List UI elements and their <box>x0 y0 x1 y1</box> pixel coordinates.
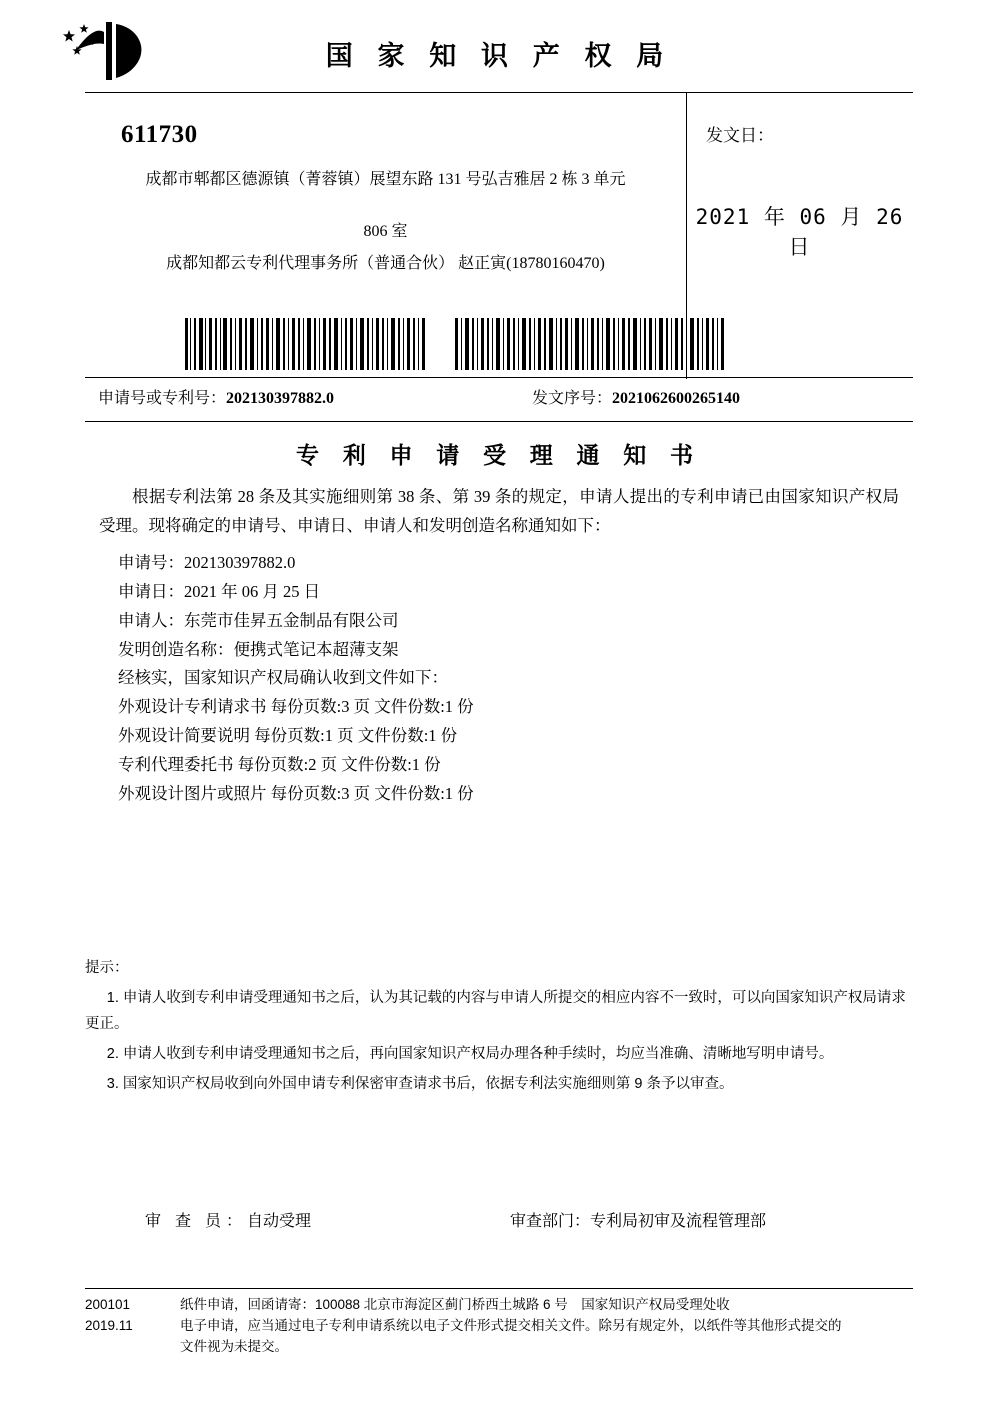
field-label-application-date: 申请日： <box>118 582 184 601</box>
recipient-address-line2-text: 806 室 <box>363 223 408 240</box>
department-label: 审查部门： <box>510 1213 591 1230</box>
footer-version-date: 2019.11 <box>85 1318 133 1333</box>
notes-title: 提示： <box>85 960 129 976</box>
footer-line-1: 纸件申请，回函请寄：100088 北京市海淀区蓟门桥西土城路 6 号 国家知识产权局受理处收 <box>180 1297 730 1312</box>
note-item-1: 1. 申请人收到专利申请受理通知书之后，认为其记载的内容与申请人所提交的相应内容不一致时，可以向国家知识产权局请求更正。 <box>85 990 906 1032</box>
field-value-application-date: 2021 年 06 月 25 日 <box>184 582 321 601</box>
examiner-block <box>145 1208 311 1231</box>
field-value-application-number: 202130397882.0 <box>184 553 296 572</box>
signature-row <box>85 1208 913 1236</box>
footer-form-code: 200101 <box>85 1297 131 1312</box>
body-paragraph <box>99 482 899 540</box>
application-number-value: 202130397882.0 <box>226 390 335 407</box>
field-row <box>118 548 878 577</box>
divider-under-application-row <box>85 421 913 422</box>
dispatch-serial-label: 发文序号： <box>532 390 613 407</box>
organization-title: 国 家 知 识 产 权 局 <box>325 41 673 71</box>
barcode-dispatch-number <box>455 318 727 370</box>
page-title: 专 利 申 请 受 理 通 知 书 <box>296 443 702 468</box>
received-documents <box>118 663 878 808</box>
field-label-applicant: 申请人： <box>118 611 184 630</box>
received-document-item: 外观设计专利请求书 每份页数:3 页 文件份数:1 份 <box>118 697 474 716</box>
application-fields <box>118 548 878 664</box>
field-label-application-number: 申请号： <box>118 553 184 572</box>
application-number <box>98 385 334 408</box>
barcode-application-number <box>185 318 430 370</box>
department-value: 专利局初审及流程管理部 <box>590 1213 767 1230</box>
dispatch-date-value: 2021 年 06 月 26 日 <box>695 205 904 259</box>
examiner-value: 自动受理 <box>247 1213 312 1230</box>
footer-codes <box>85 1294 180 1336</box>
footer-body <box>180 1294 970 1357</box>
dispatch-serial-value: 2021062600265140 <box>612 390 741 407</box>
footer-line-3: 文件视为未提交。 <box>180 1339 288 1354</box>
received-document-item: 外观设计简要说明 每份页数:1 页 文件份数:1 份 <box>118 726 458 745</box>
department-block <box>510 1208 766 1231</box>
field-row <box>118 577 878 606</box>
field-row <box>118 606 878 635</box>
recipient-address-line1: 成都市郫都区德源镇（菁蓉镇）展望东路 131 号弘吉雅居 2 栋 3 单元 <box>145 171 626 188</box>
note-item-3: 3. 国家知识产权局收到向外国申请专利保密审查请求书后，依据专利法实施细则第 9 条予以审查。 <box>106 1076 734 1092</box>
footer-line-2: 电子申请，应当通过电子专利申请系统以电子文件形式提交相关文件。除另有规定外，以纸件等其他形式提交的 <box>180 1318 842 1333</box>
dispatch-date-label: 发文日： <box>706 126 774 145</box>
reference-number: 611730 <box>121 121 198 148</box>
field-value-applicant: 东莞市佳昇五金制品有限公司 <box>184 611 399 630</box>
document-header <box>0 16 998 86</box>
notes-section <box>85 955 913 1097</box>
received-document-item: 外观设计图片或照片 每份页数:3 页 文件份数:1 份 <box>118 784 474 803</box>
examiner-label: 审 查 员： <box>145 1213 248 1230</box>
received-documents-intro: 经核实，国家知识产权局确认收到文件如下： <box>118 668 448 687</box>
application-number-label: 申请号或专利号： <box>98 390 227 407</box>
recipient-address-line2 <box>85 219 686 277</box>
agency-contact-line: 成都知都云专利代理事务所（普通合伙） 赵正寅(18780160470) <box>166 255 605 272</box>
dispatch-serial-number <box>532 385 740 408</box>
divider-above-footer <box>85 1288 913 1289</box>
application-number-row <box>85 385 913 421</box>
field-label-invention-title: 发明创造名称： <box>118 640 234 659</box>
field-row <box>118 635 878 664</box>
received-document-item: 专利代理委托书 每份页数:2 页 文件份数:1 份 <box>118 755 441 774</box>
body-paragraph-text: 根据专利法第 28 条及其实施细则第 38 条、第 39 条的规定，申请人提出的专利申请已由国家知识产权局受理。现将确定的申请号、申请日、申请人和发明创造名称通知如下： <box>99 487 899 535</box>
field-value-invention-title: 便携式笔记本超薄支架 <box>233 640 399 659</box>
note-item-2: 2. 申请人收到专利申请受理通知书之后，再向国家知识产权局办理各种手续时，均应当准确、清晰地写明申请号。 <box>106 1046 834 1062</box>
